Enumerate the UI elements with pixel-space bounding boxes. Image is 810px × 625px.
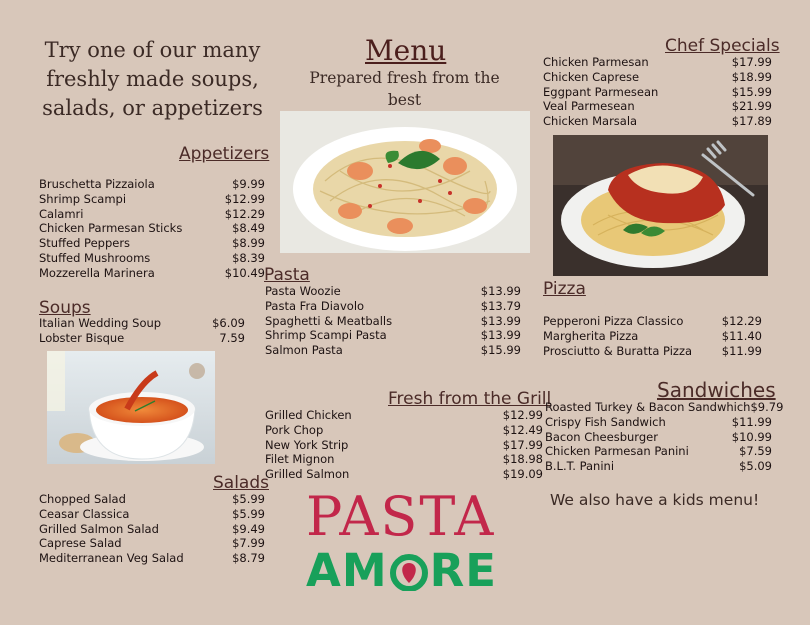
menu-item: Mediterranean Veg Salad $8.79 [39, 551, 265, 566]
menu-item: Caprese Salad $7.99 [39, 536, 265, 551]
menu-item: Chicken Parmesan Sticks $8.49 [39, 221, 265, 236]
grill-list [265, 408, 543, 482]
chicken-parmesan-photo [553, 135, 768, 276]
kids-menu-note: We also have a kids menu! [550, 491, 760, 509]
menu-item: Shrimp Scampi $12.99 [39, 191, 265, 206]
intro-line: freshly made soups, [46, 67, 259, 91]
menu-item: Crispy Fish Sandwich $11.99 [545, 414, 772, 429]
menu-item: Margherita Pizza $11.40 [543, 328, 762, 343]
chef-specials-list [543, 55, 772, 129]
tomato-icon [389, 551, 429, 591]
menu-item: Mozzerella Marinera $10.49 [39, 265, 265, 280]
subtitle-line: Prepared fresh from the best [309, 69, 500, 109]
menu-item: Chicken Caprese $18.99 [543, 69, 772, 84]
sandwiches-heading: Sandwiches [657, 378, 776, 402]
logo-bottom-text [306, 544, 516, 597]
menu-item: Calamri $12.29 [39, 206, 265, 221]
menu-item: Ceasar Classica $5.99 [39, 506, 265, 521]
salads-heading: Salads [213, 473, 269, 493]
soup-photo [47, 351, 215, 464]
sandwiches-list [545, 400, 784, 474]
menu-item: Filet Mignon $18.98 [265, 452, 543, 467]
menu-item: Pork Chop $12.49 [265, 422, 543, 437]
menu-item: Lobster Bisque 7.59 [39, 330, 245, 345]
menu-item: Stuffed Mushrooms $8.39 [39, 250, 265, 265]
menu-item: Roasted Turkey & Bacon Sandwhich $9.79 [545, 400, 784, 414]
menu-item: Spaghetti & Meatballs $13.99 [265, 313, 521, 328]
menu-item: Grilled Chicken $12.99 [265, 408, 543, 422]
logo-bottom-left: AM [306, 544, 388, 597]
logo-top-text: PASTA [306, 485, 496, 548]
menu-item: Pasta Woozie $13.99 [265, 284, 521, 298]
menu-item: Eggpant Parmesean $15.99 [543, 84, 772, 99]
pasta-photo [280, 111, 530, 253]
soups-list [39, 316, 245, 346]
pasta-amore-logo [306, 485, 516, 597]
salads-list [39, 492, 265, 566]
menu-item: Chicken Parmesan $17.99 [543, 55, 772, 69]
menu-item: New York Strip $17.99 [265, 437, 543, 452]
appetizers-heading: Appetizers [179, 144, 270, 164]
logo-bottom-right: RE [429, 544, 497, 597]
intro-text [40, 36, 265, 123]
menu-item: Veal Parmesean $21.99 [543, 99, 772, 114]
menu-item: B.L.T. Panini $5.09 [545, 459, 772, 474]
pasta-list [265, 284, 521, 358]
menu-item: Chicken Parmesan Panini $7.59 [545, 444, 772, 459]
menu-item: Chicken Marsala $17.89 [543, 114, 772, 129]
pizza-heading: Pizza [543, 279, 586, 299]
grill-heading: Fresh from the Grill [388, 389, 552, 409]
menu-item: Grilled Salmon $19.09 [265, 467, 543, 482]
pasta-heading: Pasta [264, 265, 310, 285]
intro-line: salads, or appetizers [42, 96, 263, 120]
menu-item: Stuffed Peppers $8.99 [39, 236, 265, 251]
page-title: Menu [365, 34, 447, 67]
menu-item: Salmon Pasta $15.99 [265, 343, 521, 358]
menu-item: Bruschetta Pizzaiola $9.99 [39, 177, 265, 191]
menu-item: Pepperoni Pizza Classico $12.29 [543, 314, 762, 328]
menu-item: Italian Wedding Soup $6.09 [39, 316, 245, 330]
menu-item: Bacon Cheesburger $10.99 [545, 429, 772, 444]
chef-specials-heading: Chef Specials [665, 36, 780, 56]
pizza-list [543, 314, 762, 358]
menu-item: Prosciutto & Buratta Pizza $11.99 [543, 343, 762, 358]
soups-heading: Soups [39, 298, 91, 318]
menu-item: Grilled Salmon Salad $9.49 [39, 521, 265, 536]
intro-line: Try one of our many [44, 38, 261, 62]
appetizers-list [39, 177, 265, 281]
menu-item: Shrimp Scampi Pasta $13.99 [265, 328, 521, 343]
menu-item: Pasta Fra Diavolo $13.79 [265, 298, 521, 313]
menu-item: Chopped Salad $5.99 [39, 492, 265, 506]
